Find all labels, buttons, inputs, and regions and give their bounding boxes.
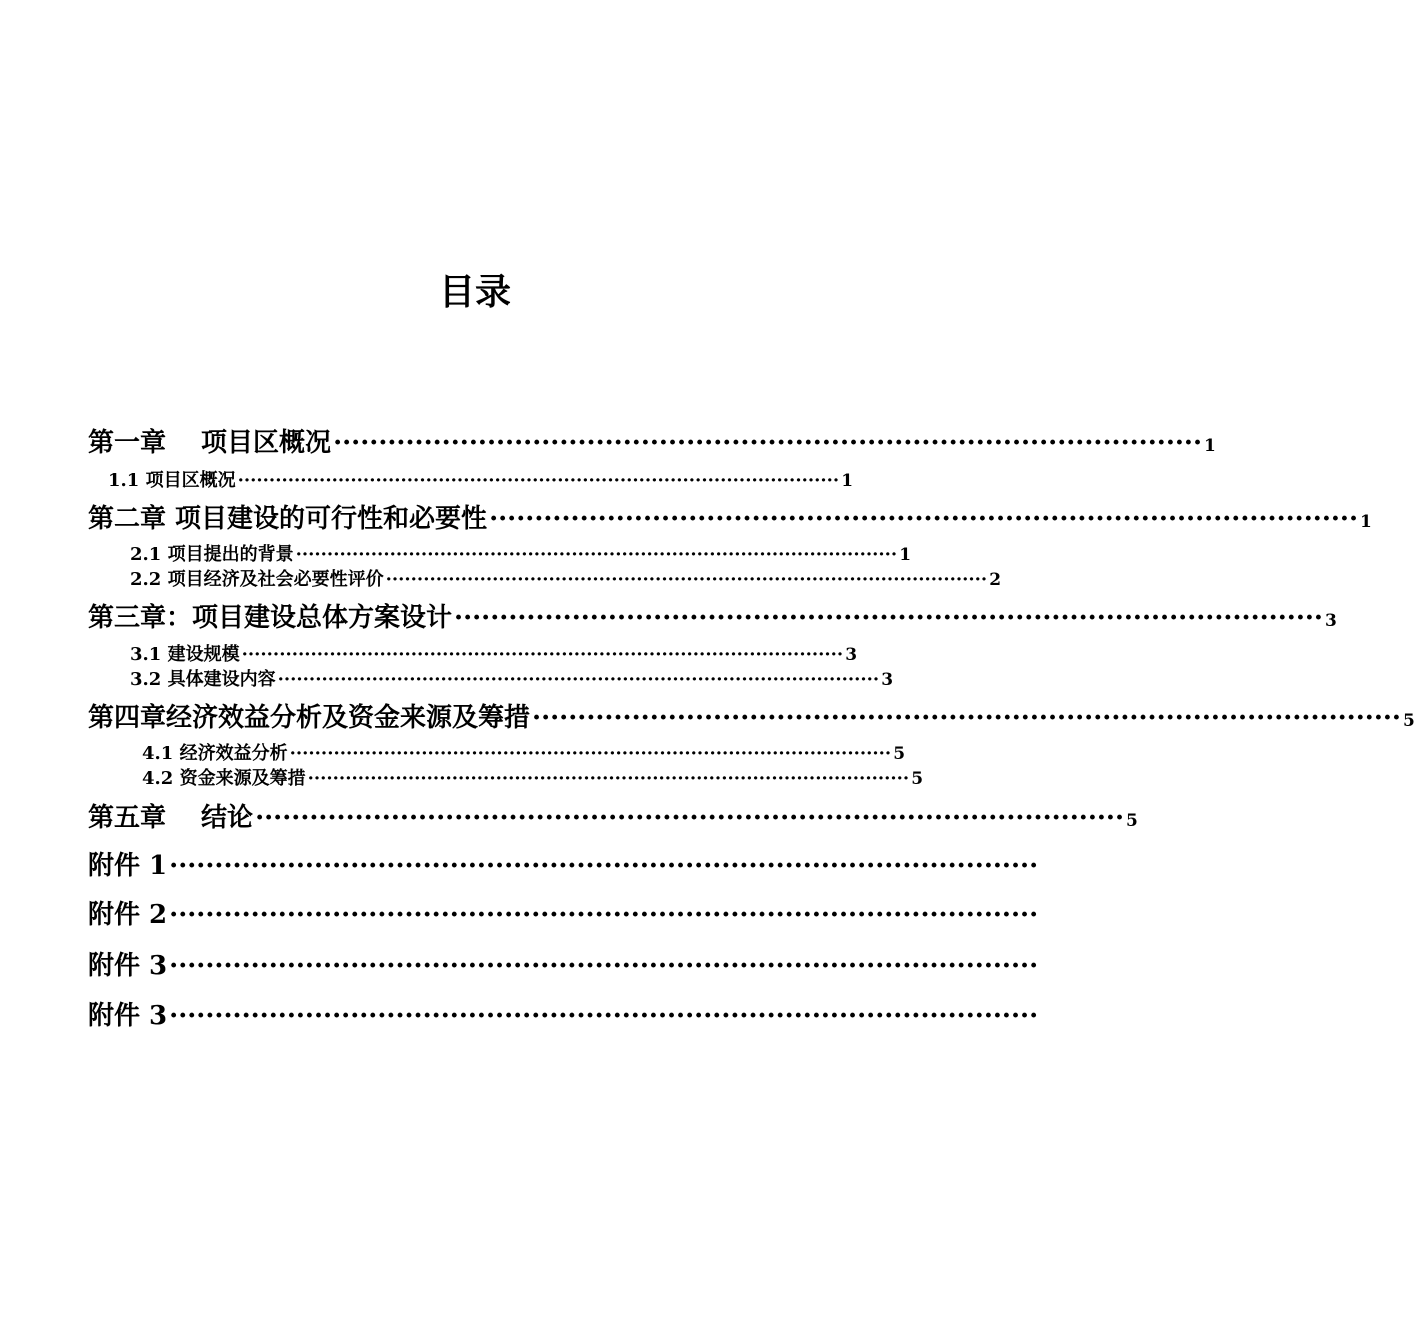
toc-entry-attachment-2[interactable] [88, 898, 1039, 932]
toc-entry-label: 2.1 项目提出的背景 [130, 544, 294, 565]
toc-entry-section-1-1[interactable] [108, 469, 854, 493]
toc-entry-label: 1.1 项目区概况 [108, 470, 236, 491]
toc-leader-dots: ································································································ [289, 743, 892, 764]
toc-entry-page: 1 [899, 545, 912, 565]
toc-leader-dots: ································································································ [241, 644, 844, 665]
toc-entry-label: 附件 3 [88, 951, 168, 981]
toc-entry-chapter-1[interactable] [88, 426, 1216, 460]
toc-entry-label: 4.2 资金来源及筹措 [142, 768, 306, 789]
toc-entry-chapter-3[interactable] [88, 601, 1337, 635]
toc-entry-page: 5 [911, 769, 924, 789]
toc-entry-page: 3 [845, 645, 858, 665]
toc-entry-page: 1 [841, 471, 854, 491]
toc-entry-page: 2 [989, 570, 1002, 590]
toc-leader-dots: ································································································ [169, 951, 1039, 981]
toc-entry-chapter-2[interactable] [88, 502, 1372, 536]
toc-entry-section-2-1[interactable] [130, 543, 912, 567]
toc-entry-label: 3.1 建设规模 [130, 644, 240, 665]
toc-entry-page: 3 [881, 670, 894, 690]
toc-leader-dots: ································································································ [255, 803, 1125, 833]
toc-entry-chapter-5[interactable] [88, 801, 1138, 835]
toc-entry-label: 3.2 具体建设内容 [130, 669, 276, 690]
toc-entry-section-3-2[interactable] [130, 668, 894, 692]
toc-leader-dots: ································································································ [169, 1001, 1039, 1031]
toc-leader-dots: ································································································ [385, 569, 988, 590]
toc-title: 目录 [438, 271, 511, 313]
toc-leader-dots: ································································································ [295, 544, 898, 565]
toc-leader-dots: ································································································ [489, 504, 1359, 534]
toc-leader-dots: ································································································ [532, 703, 1401, 733]
toc-entry-label: 第四章经济效益分析及资金来源及筹措 [88, 703, 531, 733]
toc-entry-chapter-4[interactable] [88, 701, 1415, 735]
toc-entry-page: 3 [1324, 611, 1337, 631]
toc-entry-page: 1 [1360, 512, 1372, 532]
toc-entry-section-3-1[interactable] [130, 643, 858, 667]
toc-entry-label: 附件 2 [88, 900, 168, 930]
toc-entry-attachment-3[interactable] [88, 949, 1039, 983]
toc-leader-dots: ································································································ [307, 768, 910, 789]
toc-entry-label: 4.1 经济效益分析 [142, 743, 288, 764]
toc-leader-dots: ································································································ [454, 603, 1323, 633]
toc-entry-label: 2.2 项目经济及社会必要性评价 [130, 569, 384, 590]
toc-entry-section-4-1[interactable] [142, 742, 906, 766]
toc-leader-dots: ································································································ [333, 428, 1203, 458]
toc-entry-label: 附件 1 [88, 851, 168, 881]
toc-leader-dots: ································································································ [277, 669, 880, 690]
toc-entry-page: 1 [1204, 436, 1216, 456]
toc-entry-label: 第一章 项目区概况 [88, 428, 332, 458]
toc-leader-dots: ································································································ [169, 900, 1039, 930]
toc-entry-page: 5 [1126, 811, 1138, 831]
toc-entry-label: 第三章：项目建设总体方案设计 [88, 603, 453, 633]
toc-entry-page: 5 [893, 744, 906, 764]
toc-entry-label: 附件 3 [88, 1001, 168, 1031]
toc-leader-dots: ································································································ [237, 470, 840, 491]
toc-entry-attachment-1[interactable] [88, 849, 1039, 883]
toc-entry-section-2-2[interactable] [130, 568, 1002, 592]
toc-entry-label: 第二章 项目建设的可行性和必要性 [88, 504, 488, 534]
toc-entry-attachment-3b[interactable] [88, 999, 1039, 1033]
toc-entry-section-4-2[interactable] [142, 767, 924, 791]
toc-leader-dots: ································································································ [169, 851, 1039, 881]
toc-entry-label: 第五章 结论 [88, 803, 254, 833]
toc-entry-page: 5 [1402, 711, 1415, 731]
